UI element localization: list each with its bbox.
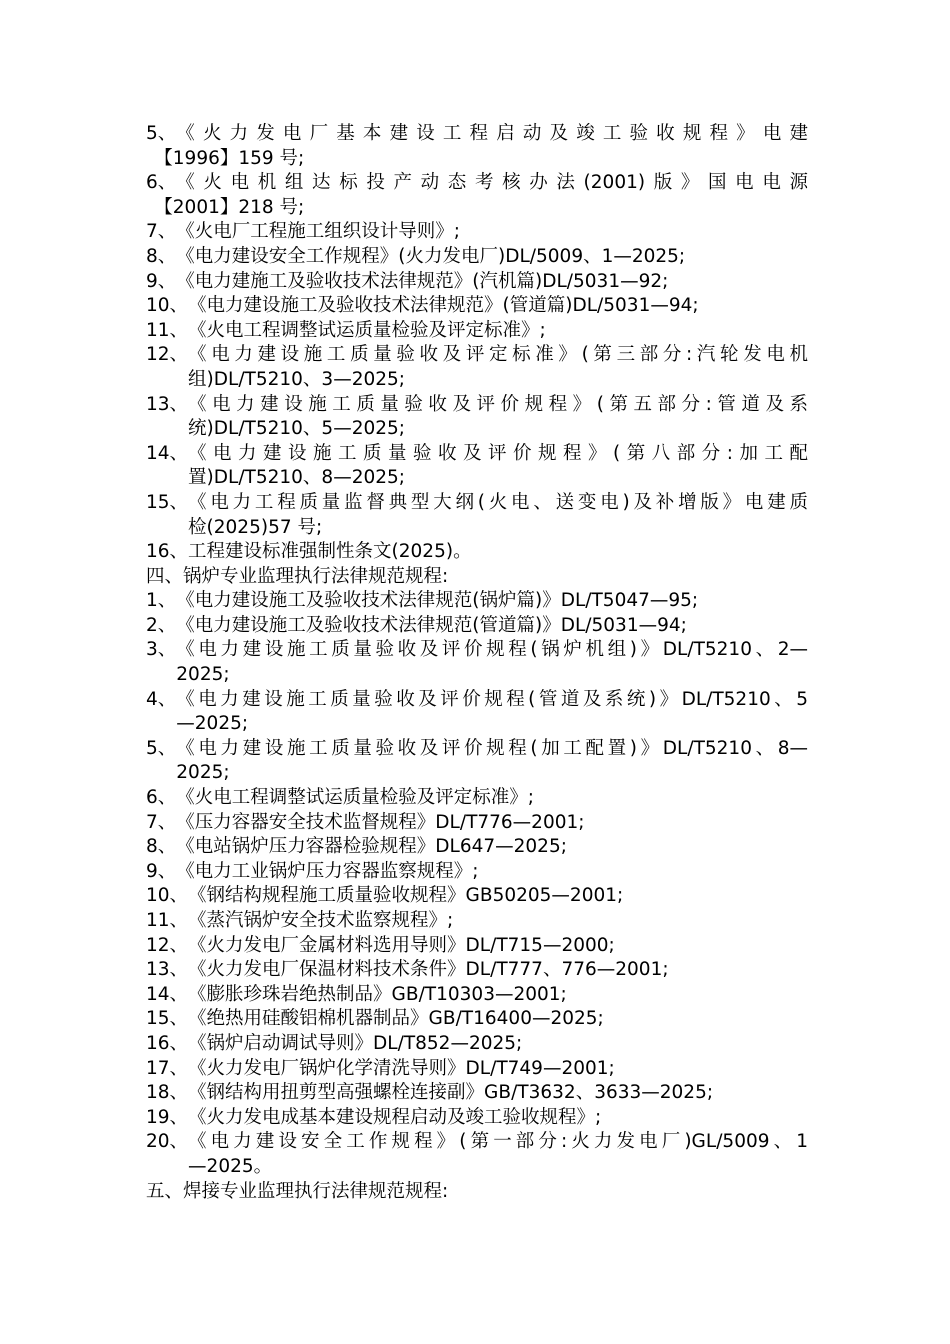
section-heading-welding: 五、焊接专业监理执行法律规范规程: [146,1180,449,1202]
list-item [146,442,808,491]
list-text: 《电力建设施工质量验收及评价规程》(第八部分:加工配 [188,442,808,464]
list-item [146,983,808,1008]
list-number: 11、 [146,319,189,341]
list-text: 《电站锅炉压力容器检验规程》DL647—2025; [176,836,567,858]
list-text: 《电力建设施工及验收技术法律规范(锅炉篇)》DL/T5047—95; [176,590,699,612]
list-item [146,270,808,295]
list-text: 《电力建设施工质量验收及评价规程(锅炉机组)》DL/T5210、2— [176,639,808,661]
list-item [146,835,808,860]
list-number: 1、 [146,590,177,612]
list-text-continued: 统)DL/T5210、5—2025; [188,418,406,440]
list-item [146,811,808,836]
list-item [146,540,808,565]
list-text-continued: 置)DL/T5210、8—2025; [188,467,406,489]
list-item [146,688,808,737]
list-item [146,245,808,270]
list-item [146,1032,808,1057]
list-text: 《火电工程调整试运质量检验及评定标准》; [188,319,546,341]
list-item [146,909,808,934]
list-number: 17、 [146,1057,189,1079]
list-text: 《火电机组达标投产动态考核办法(2001)版》国电电源 [176,172,808,194]
list-text-continued: 检(2025)57 号; [188,516,323,538]
list-item [146,171,808,220]
list-text: 《火电厂工程施工组织设计导则》; [176,221,461,243]
list-item [146,1106,808,1131]
list-number: 2、 [146,614,177,636]
list-item [146,589,808,614]
list-number: 13、 [146,959,189,981]
list-text: 《电力建施工及验收技术法律规范》(汽机篇)DL/5031—92; [176,270,669,292]
list-number: 16、 [146,541,189,563]
list-number: 3、 [146,639,177,661]
list-text: 《电力建设施工质量验收及评价规程(加工配置)》DL/T5210、8— [176,737,808,759]
list-text: 《电力建设安全工作规程》(火力发电厂)DL/5009、1—2025; [176,245,686,267]
list-text-continued: 【2001】218 号; [154,196,305,218]
list-text: 《火力发电厂保温材料技术条件》DL/T777、776—2001; [188,959,669,981]
list-number: 4、 [146,688,177,710]
list-number: 14、 [146,442,189,464]
list-number: 11、 [146,910,189,931]
list-text: 工程建设标准强制性条文(2025)。 [188,541,472,563]
list-item [146,1081,808,1106]
list-number: 10、 [146,885,189,907]
list-text: 《钢结构规程施工质量验收规程》GB50205—2001; [188,885,624,907]
list-text: 《火电工程调整试运质量检验及评定标准》; [176,787,535,809]
list-item [146,1007,808,1032]
list-number: 9、 [146,860,177,882]
list-number: 13、 [146,393,189,415]
list-text-continued: 组)DL/T5210、3—2025; [188,368,406,390]
list-item [146,638,808,687]
list-number: 14、 [146,983,189,1005]
list-number: 20、 [146,1131,189,1153]
list-number: 6、 [146,787,177,809]
list-item [146,737,808,786]
list-item [146,294,808,319]
list-text: 《电力工程质量监督典型大纲(火电、送变电)及补增版》电建质 [188,491,809,513]
list-item [146,860,808,885]
list-number: 7、 [146,811,177,833]
list-number: 5、 [146,123,177,144]
list-item [146,614,808,639]
list-item [146,319,808,344]
list-text-continued: 【1996】159 号; [154,147,305,169]
list-text: 《绝热用硅酸铝棉机器制品》GB/T16400—2025; [188,1008,604,1030]
list-number: 10、 [146,295,189,317]
document-body [146,122,808,1204]
list-text-continued: 2025; [176,664,230,686]
list-number: 16、 [146,1032,189,1054]
list-number: 8、 [146,836,177,858]
list-text: 《火力发电成基本建设规程启动及竣工验收规程》; [188,1106,602,1128]
list-item [146,491,808,540]
list-item [146,1130,808,1179]
list-text: 《火力发电厂基本建设工程启动及竣工验收规程》电建 [176,123,808,144]
list-text-continued: —2025。 [188,1155,273,1177]
list-text: 《电力建设施工质量验收及评定标准》(第三部分:汽轮发电机 [188,344,808,366]
list-number: 15、 [146,491,189,513]
list-text: 《电力建设施工及验收技术法律规范》(管道篇)DL/5031—94; [188,295,699,317]
list-item [146,884,808,909]
section-heading-boiler: 四、锅炉专业监理执行法律规范规程: [146,565,449,587]
list-number: 12、 [146,934,189,956]
list-text: 《电力建设施工及验收技术法律规范(管道篇)》DL/5031—94; [176,614,687,636]
list-text: 《锅炉启动调试导则》DL/T852—2025; [188,1032,523,1054]
list-number: 8、 [146,245,177,267]
list-number: 7、 [146,221,177,243]
list-number: 9、 [146,270,177,292]
list-text: 《火力发电厂锅炉化学清洗导则》DL/T749—2001; [188,1057,615,1079]
list-item [146,220,808,245]
list-number: 5、 [146,737,177,759]
list-number: 19、 [146,1106,189,1128]
list-text-continued: 2025; [176,762,230,784]
list-text: 《膨胀珍珠岩绝热制品》GB/T10303—2001; [188,983,567,1005]
list-text: 《火力发电厂金属材料选用导则》DL/T715—2000; [188,934,615,956]
list-item [146,934,808,959]
list-text-continued: —2025; [176,713,249,735]
list-number: 18、 [146,1082,189,1104]
list-number: 12、 [146,344,189,366]
list-item [146,393,808,442]
list-text: 《蒸汽锅炉安全技术监察规程》; [188,910,454,931]
list-number: 6、 [146,172,177,194]
list-text: 《压力容器安全技术监督规程》DL/T776—2001; [176,811,585,833]
list-item [146,958,808,983]
list-item [146,343,808,392]
list-text: 《电力建设安全工作规程》(第一部分:火力发电厂)GL/5009、1 [188,1131,808,1153]
list-text: 《电力工业锅炉压力容器监察规程》; [176,860,479,882]
list-item [146,122,808,171]
list-text: 《电力建设施工质量验收及评价规程(管道及系统)》DL/T5210、5 [176,688,808,710]
list-item [146,786,808,811]
list-number: 15、 [146,1008,189,1030]
list-text: 《电力建设施工质量验收及评价规程》(第五部分:管道及系 [188,393,808,415]
list-text: 《钢结构用扭剪型高强螺栓连接副》GB/T3632、3633—2025; [188,1082,714,1104]
list-item [146,1057,808,1082]
